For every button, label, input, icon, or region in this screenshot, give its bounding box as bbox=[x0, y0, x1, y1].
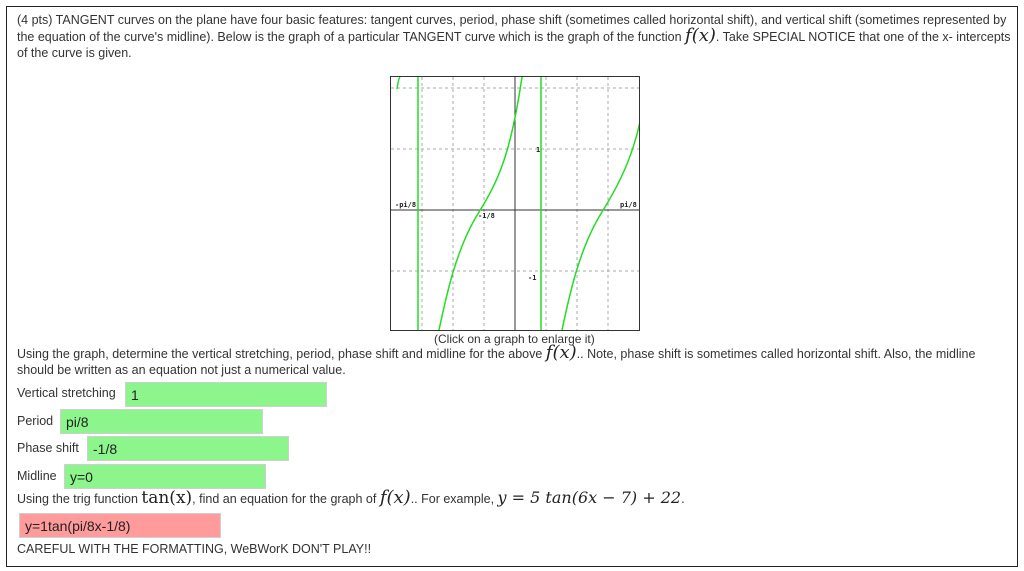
vertical-stretching-label: Vertical stretching bbox=[17, 386, 116, 400]
intro-text-4: intercepts of the curve is given. bbox=[17, 30, 1011, 60]
function-fx: f(x) bbox=[685, 25, 716, 46]
trig-text-4: . bbox=[681, 492, 685, 506]
phase-shift-input[interactable] bbox=[87, 436, 289, 461]
trig-text-1: Using the trig function bbox=[17, 492, 138, 506]
midline-label: Midline bbox=[17, 469, 57, 483]
period-input[interactable] bbox=[60, 409, 263, 434]
intro-text-1: (4 pts) TANGENT curves on the plane have four basic features: tangent curves, period, phase shift (sometimes called horizontal shift), and vertical shift (sometimes represented bbox=[17, 13, 990, 27]
intro-text-3: . Take SPECIAL NOTICE that one of the x- bbox=[715, 30, 953, 44]
formatting-warning: CAREFUL WITH THE FORMATTING, WeBWorK DON'T PLAY!! bbox=[17, 542, 372, 556]
tick-label-left: -pi/8 bbox=[395, 201, 417, 209]
example-equation: y = 5 tan(6x − 7) + 22 bbox=[497, 488, 682, 507]
tick-label-y-pos: 1 bbox=[536, 146, 541, 154]
function-fx-2: f(x) bbox=[545, 342, 577, 363]
tangent-graph[interactable] bbox=[390, 76, 640, 331]
instructions bbox=[17, 342, 1012, 378]
graph-canvas bbox=[391, 77, 639, 330]
period-label: Period bbox=[17, 414, 54, 428]
instructions-text-2: .. Note, phase shift is sometimes called horizontal shift. Also, the midline bbox=[576, 347, 976, 361]
trig-instructions bbox=[17, 487, 1012, 508]
trig-text-2: , find an equation for the graph of bbox=[192, 492, 377, 506]
problem-container bbox=[6, 6, 1018, 567]
midline-input[interactable] bbox=[64, 464, 266, 489]
tangent-branch-0 bbox=[397, 77, 400, 89]
instructions-text-3: should be written as an equation not just a numerical value. bbox=[17, 363, 346, 377]
tangent-branch-1 bbox=[439, 77, 522, 330]
graph-caption: (Click on a graph to enlarge it) bbox=[434, 332, 595, 346]
function-fx-3: f(x) bbox=[379, 487, 411, 508]
tick-label-right: pi/8 bbox=[620, 201, 637, 209]
asymptotes bbox=[418, 77, 541, 330]
function-tanx: tan(x) bbox=[141, 488, 193, 508]
equation-input[interactable] bbox=[19, 513, 221, 538]
intro-text-2: by the equation of the curve's midline). Below is the graph of a particular TANGENT curve which is the graph of the function bbox=[17, 13, 1007, 44]
trig-text-3: .. For example, bbox=[410, 492, 495, 506]
phase-shift-label: Phase shift bbox=[17, 441, 79, 455]
vertical-stretching-input[interactable] bbox=[125, 382, 327, 407]
tick-label-y-neg: -1 bbox=[528, 274, 537, 282]
problem-intro bbox=[17, 12, 1012, 61]
tick-label-intercept: -1/8 bbox=[478, 212, 495, 220]
instructions-text-1: Using the graph, determine the vertical stretching, period, phase shift and midline for the above bbox=[17, 347, 543, 361]
